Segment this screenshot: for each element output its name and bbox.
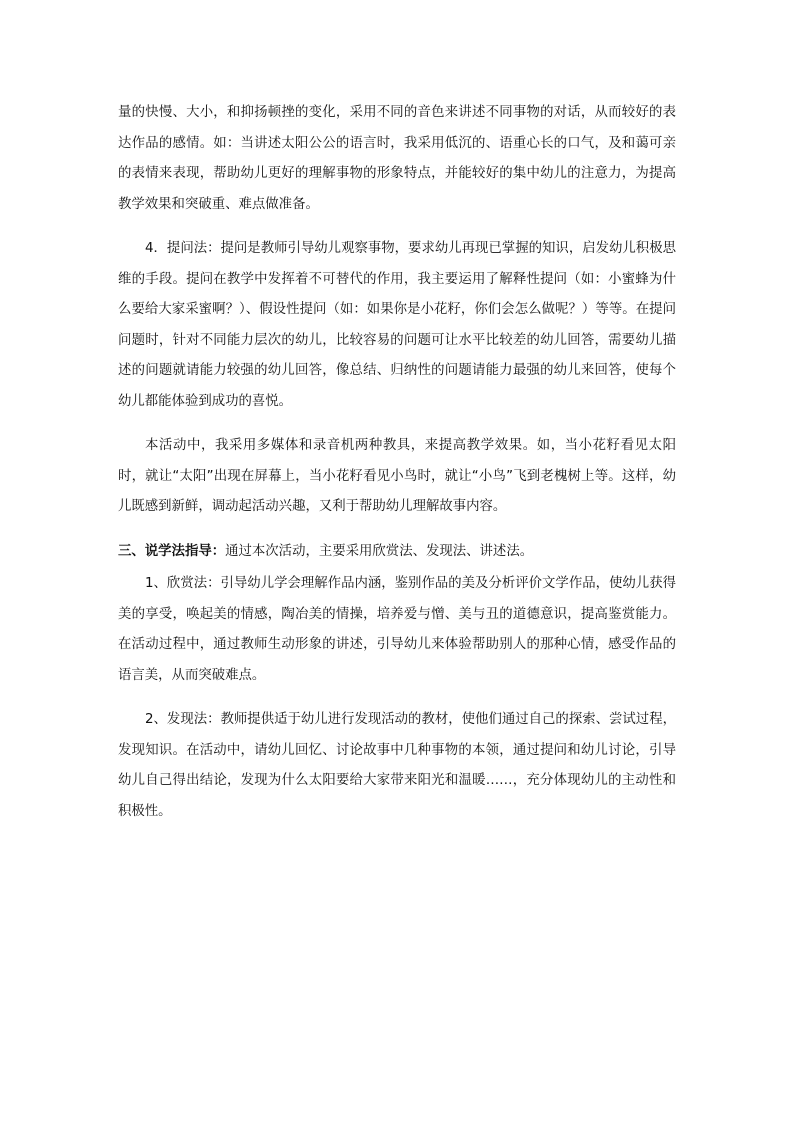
paragraph-learning-method-guidance [118,537,676,568]
document-page [118,98,676,827]
paragraph-questioning-method: 4．提问法：提问是教师引导幼儿观察事物，要求幼儿再现已掌握的知识，启发幼儿积极思维的手段。提问在教学中发挥着不可替代的作用，我主要运用了解释性提问（如：小蜜蜂为什么要给大家采蜜啊？）、假设性提问（如：如果你是小花籽，你们会怎么做呢？）等等。在提问问题时，针对不同能力层次的幼儿，比较容易的问题可让水平比较差的幼儿回答，需要幼儿描述的问题就请能力较强的幼儿回答，像总结、归纳性的问题请能力最强的幼儿来回答，使每个幼儿都能体验到成功的喜悦。 [118,241,676,409]
paragraph-discovery-method: 2、发现法：教师提供适于幼儿进行发现活动的教材，使他们通过自己的探索、尝试过程，发现知识。在活动中，请幼儿回忆、讨论故事中几种事物的本领，通过提问和幼儿讨论，引导幼儿自己得出结论，发现为什么太阳要给大家带来阳光和温暖……，充分体现幼儿的主动性和积极性。 [118,712,676,819]
paragraph-appreciation-method: 1、欣赏法：引导幼儿学会理解作品内涵，鉴别作品的美及分析评价文学作品，使幼儿获得美的享受，唤起美的情感，陶冶美的情操，培养爱与憎、美与丑的道德意识，提高鉴赏能力。在活动过程中，通过教师生动形象的讲述，引导幼儿来体验帮助别人的那种心情，感受作品的语言美，从而突破难点。 [118,576,676,683]
section-heading-body: 通过本次活动，主要采用欣赏法、发现法、讲述法。 [225,543,534,559]
section-heading-learning-methods: 三、说学法指导： [118,543,226,559]
paragraph-intonation-continued: 量的快慢、大小，和抑扬顿挫的变化，采用不同的音色来讲述不同事物的对话，从而较好的表达作品的感情。如：当讲述太阳公公的语言时，我采用低沉的、语重心长的口气，及和蔼可亲的表情来表现，帮助幼儿更好的理解事物的形象特点，并能较好的集中幼儿的注意力，为提高教学效果和突破重、难点做准备。 [118,105,676,212]
paragraph-teaching-aids: 本活动中，我采用多媒体和录音机两种教具，来提高教学效果。如，当小花籽看见太阳时，就让“太阳”出现在屏幕上，当小花籽看见小鸟时，就让“小鸟”飞到老槐树上等。这样，幼儿既感到新鲜，调动起活动兴趣，又利于帮助幼儿理解故事内容。 [118,438,676,514]
